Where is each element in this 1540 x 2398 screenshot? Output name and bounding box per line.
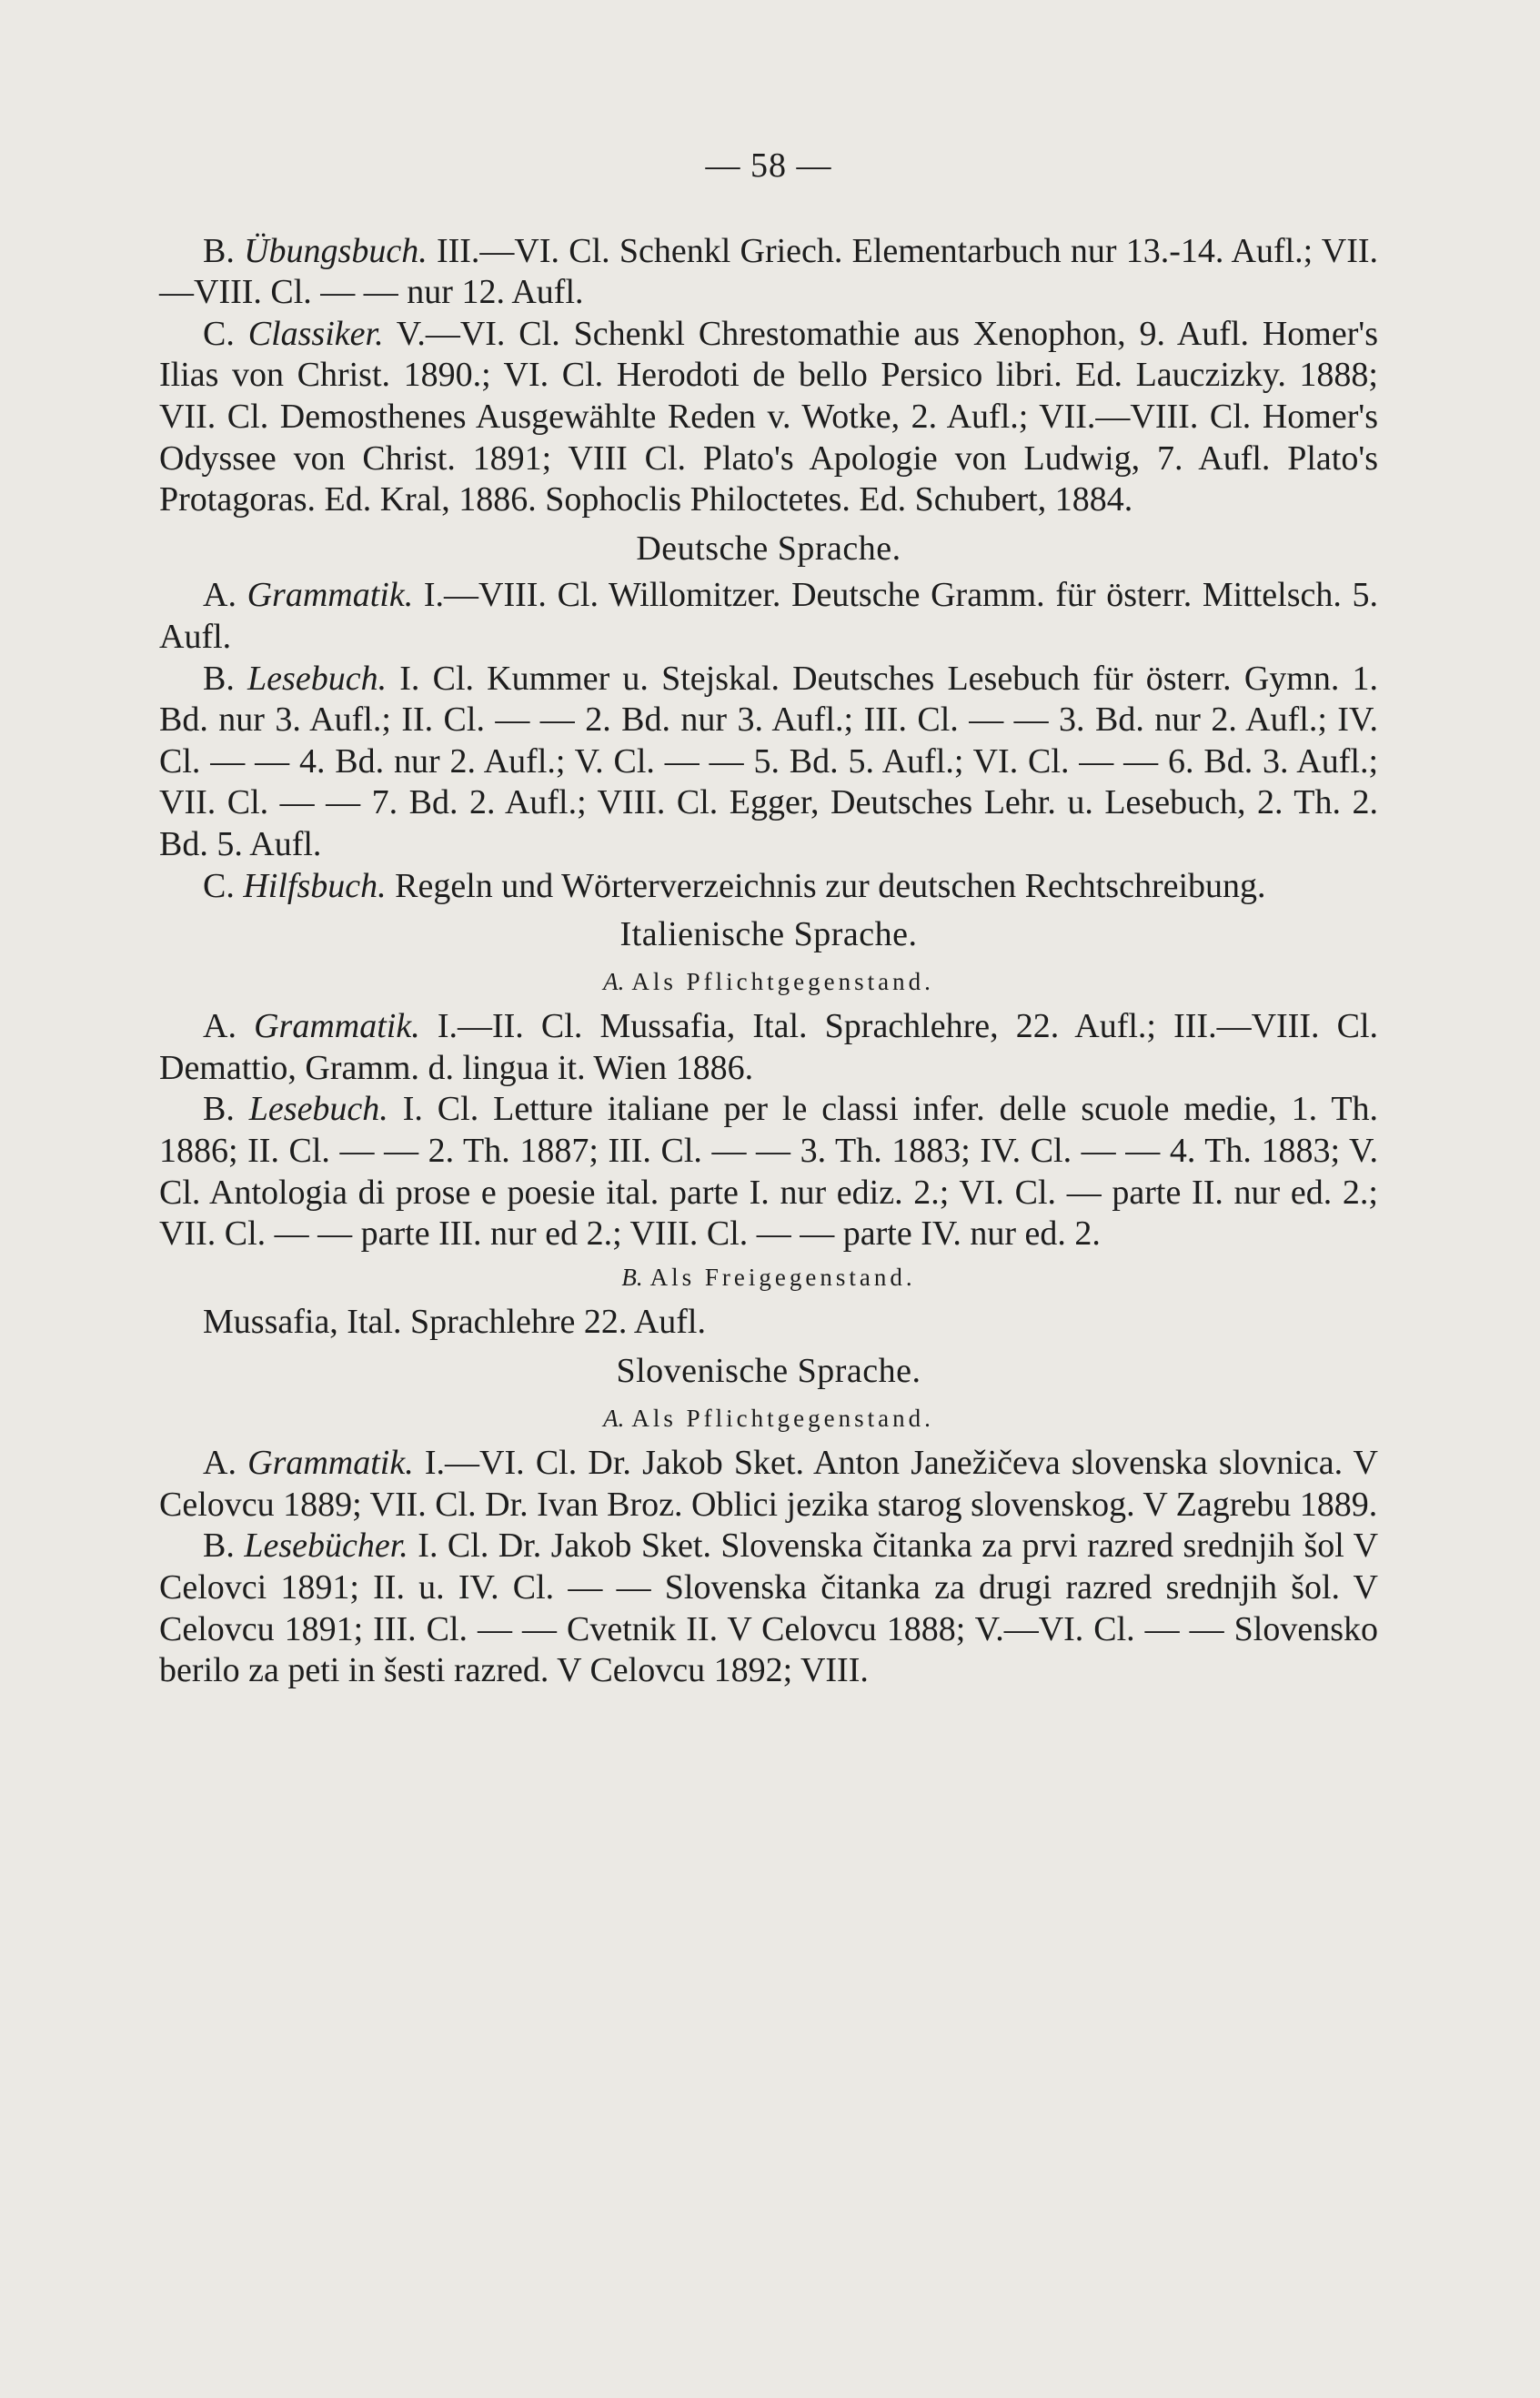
subheading-italienisch-frei <box>159 1257 1378 1299</box>
subheading-text: Als Pflichtgegenstand. <box>631 967 934 995</box>
subheading-letter: A. <box>603 967 625 995</box>
entry-label: B. <box>203 231 235 270</box>
section-heading-italienisch: Italienische Sprache. <box>619 915 918 954</box>
entry-label: C. <box>203 866 235 905</box>
entry-label: A. <box>203 576 237 615</box>
entry-deutsch-lesebuch <box>159 659 1378 866</box>
entry-label: B. <box>203 659 235 698</box>
entry-text: Mussafia, Ital. Sprachlehre 22. Aufl. <box>203 1303 706 1342</box>
entry-italienisch-grammatik <box>159 1006 1378 1089</box>
entry-lead: Grammatik. <box>254 1007 420 1046</box>
subheading-letter: A. <box>603 1404 625 1432</box>
document-page <box>159 146 1378 1692</box>
entry-lead: Lesebuch. <box>248 1090 388 1129</box>
entry-deutsch-hilfsbuch <box>159 866 1378 908</box>
entry-text: V.—VI. Cl. Schenkl Chrestomathie aus Xenophon, 9. Aufl. Homer's Ilias von Christ. 1890.; VI. Cl. Herodoti de bello Persico libri. Ed. Lauczizky. 1888; VII. Cl. Demosthenes Ausgewählte Reden v. Wotke, 2. Aufl.; VII.—VIII. Cl. Homer's Odyssee von Christ. 1891; VIII Cl. Plato's Apologie von Ludwig, 7. Aufl. Plato's Protagoras. Ed. Kral, 1886. Sophoclis Philoctetes. Ed. Schubert, 1884. <box>159 314 1378 519</box>
entry-greek-classiker <box>159 314 1378 521</box>
entry-text: I. Cl. Kummer u. Stejskal. Deutsches Lesebuch für österr. Gymn. 1. Bd. nur 3. Aufl.; II. Cl. — — 2. Bd. nur 3. Aufl.; III. Cl. — — 3. Bd. nur 2. Aufl.; IV. Cl. — — 4. Bd. nur 2. Aufl.; V. Cl. — — 5. Bd. 5. Aufl.; VI. Cl. — — 6. Bd. 3. Aufl.; VII. Cl. — — 7. Bd. 2. Aufl.; VIII. Cl. Egger, Deutsches Lehr. u. Lesebuch, 2. Th. 2. Bd. 5. Aufl. <box>159 659 1379 863</box>
section-heading-slovenisch: Slovenische Sprache. <box>616 1352 921 1391</box>
entry-italienisch-lesebuch <box>159 1089 1378 1254</box>
entry-text: I.—II. Cl. Mussafia, Ital. Sprachlehre, 22. Aufl.; III.—VIII. Cl. Demattio, Gramm. d. lingua it. Wien 1886. <box>159 1007 1379 1087</box>
entry-deutsch-grammatik <box>159 575 1378 658</box>
entry-label: A. <box>203 1007 237 1046</box>
page-number: — 58 — <box>705 146 832 185</box>
entry-label: B. <box>203 1526 235 1566</box>
subheading-italienisch-pflicht <box>159 962 1378 1003</box>
entry-italienisch-frei <box>159 1302 1378 1344</box>
subheading-slovenisch-pflicht <box>159 1398 1378 1440</box>
entry-text: I. Cl. Dr. Jakob Sket. Slovenska čitanka za prvi razred srednjih šol V Celovci 1891; II. u. IV. Cl. — — Slovenska čitanka za drugi razred srednjih šol. V Celovcu 1891; III. Cl. — — Cvetnik II. V Celovcu 1888; V.—VI. Cl. — — Slovensko berilo za peti in šesti razred. V Celovcu 1892; VIII. <box>159 1526 1379 1690</box>
entry-text: III.—VI. Cl. Schenkl Griech. Elementarbuch nur 13.-14. Aufl.; VII.—VIII. Cl. — — nur 12. Aufl. <box>159 231 1379 312</box>
entry-lead: Classiker. <box>247 314 384 353</box>
entry-lead: Grammatik. <box>247 576 414 615</box>
entry-text: I.—VIII. Cl. Willomitzer. Deutsche Gramm. für österr. Mittelsch. 5. Aufl. <box>159 576 1379 656</box>
subheading-text: Als Pflichtgegenstand. <box>631 1404 934 1432</box>
entry-lead: Lesebücher. <box>244 1526 408 1566</box>
entry-lead: Übungsbuch. <box>244 231 428 270</box>
entry-text: I. Cl. Letture italiane per le classi infer. delle scuole medie, 1. Th. 1886; II. Cl. — — 2. Th. 1887; III. Cl. — — 3. Th. 1883; IV. Cl. — — 4. Th. 1883; V. Cl. Antologia di prose e poesie ital. parte I. nur ediz. 2.; VI. Cl. — parte II. nur ed. 2.; VII. Cl. — — parte III. nur ed 2.; VIII. Cl. — — parte IV. nur ed. 2. <box>159 1090 1379 1254</box>
entry-text: I.—VI. Cl. Dr. Jakob Sket. Anton Janežičeva slovenska slovnica. V Celovcu 1889; VII. Cl. Dr. Ivan Broz. Oblici jezika starog slovenskog. V Zagrebu 1889. <box>159 1444 1378 1524</box>
entry-lead: Hilfsbuch. <box>243 866 387 905</box>
subheading-text: Als Freigegenstand. <box>649 1263 916 1291</box>
subheading-letter: B. <box>621 1263 643 1291</box>
entry-slovenisch-grammatik <box>159 1443 1378 1526</box>
entry-label: B. <box>203 1090 235 1129</box>
entry-lead: Lesebuch. <box>247 659 388 698</box>
entry-greek-uebungsbuch <box>159 231 1378 314</box>
entry-lead: Grammatik. <box>247 1444 414 1483</box>
entry-label: C. <box>203 314 235 353</box>
entry-label: A. <box>203 1444 237 1483</box>
entry-text: Regeln und Wörterverzeichnis zur deutschen Rechtschreibung. <box>395 866 1266 905</box>
section-heading-deutsch: Deutsche Sprache. <box>636 529 901 568</box>
entry-slovenisch-lesebuecher <box>159 1526 1378 1691</box>
